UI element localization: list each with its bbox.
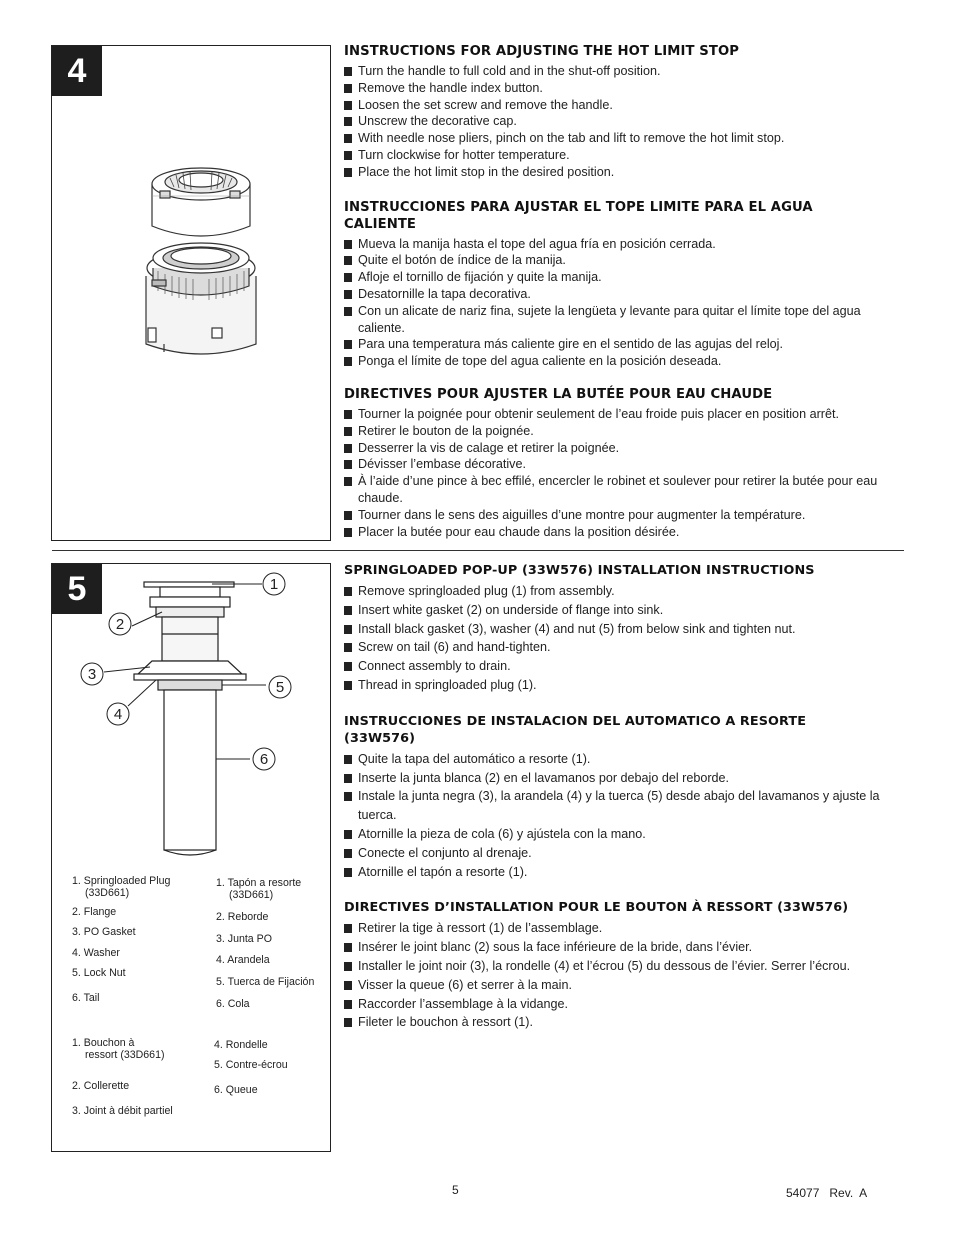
instruction-item: Atornille el tapón a resorte (1). bbox=[344, 863, 904, 882]
section-title: SPRINGLOADED POP-UP (33W576) INSTALLATION INSTRUCTIONS bbox=[344, 563, 815, 578]
instruction-item: Quite la tapa del automático a resorte (1). bbox=[344, 750, 904, 769]
legend-item: 6. Tail bbox=[72, 992, 100, 1004]
legend-item: 2. Collerette bbox=[72, 1080, 130, 1092]
step-4-panel bbox=[51, 45, 331, 541]
instruction-item: Ponga el límite de tope del agua caliente en la posición deseada. bbox=[344, 353, 904, 370]
step-5-panel bbox=[51, 563, 331, 1152]
section-title: DIRECTIVES D’INSTALLATION POUR LE BOUTON À RESSORT (33W576) bbox=[344, 900, 849, 916]
callout-6: 6 bbox=[259, 751, 269, 768]
step-5-english bbox=[344, 562, 904, 695]
instruction-list bbox=[344, 406, 904, 540]
legend-item: 6. Cola bbox=[216, 998, 250, 1010]
instruction-item: Tourner dans le sens des aiguilles d’une montre pour augmenter la température. bbox=[344, 507, 904, 524]
step-5-text bbox=[344, 562, 904, 1051]
instruction-item: Remove springloaded plug (1) from assembly. bbox=[344, 582, 904, 601]
instruction-item: Insérer le joint blanc (2) sous la face inférieure de la bride, dans l’évier. bbox=[344, 938, 904, 957]
instruction-item: Retirer la tige à ressort (1) de l’assemblage. bbox=[344, 919, 904, 938]
washer bbox=[134, 674, 246, 680]
po-gasket bbox=[138, 661, 242, 674]
legend-item: 1. Tapón a resorte (33D661) bbox=[216, 877, 302, 901]
instruction-item: Instale la junta negra (3), la arandela (4) y la tuerca (5) desde abajo del lavamanos y ajuste la tuerca. bbox=[344, 787, 904, 825]
instruction-item: Screw on tail (6) and hand-tighten. bbox=[344, 638, 904, 657]
legend-item: 4. Washer bbox=[72, 947, 120, 959]
legend-item: 2. Flange bbox=[72, 906, 117, 918]
instruction-item: Fileter le bouchon à ressort (1). bbox=[344, 1013, 904, 1032]
instruction-item: Quite el botón de índice de la manija. bbox=[344, 252, 904, 269]
callout-5: 5 bbox=[275, 679, 285, 696]
instruction-item: Dévisser l’embase décorative. bbox=[344, 456, 904, 473]
instruction-item: Tourner la poignée pour obtenir seulement de l’eau froide puis placer en position arrêt. bbox=[344, 406, 904, 423]
cartridge-part bbox=[146, 243, 256, 354]
instruction-item: Unscrew the decorative cap. bbox=[344, 113, 904, 130]
instruction-list bbox=[344, 919, 904, 1032]
instruction-list bbox=[344, 236, 904, 370]
legend-item: 3. Junta PO bbox=[216, 933, 272, 945]
instruction-item: Installer le joint noir (3), la rondelle (4) et l’écrou (5) du dessous de l’évier. Serrer l’écrou. bbox=[344, 957, 904, 976]
callout-2: 2 bbox=[115, 616, 125, 633]
hot-limit-stop-illustration bbox=[52, 46, 330, 540]
instruction-item: Atornille la pieza de cola (6) y ajústela con la mano. bbox=[344, 825, 904, 844]
step-5-french bbox=[344, 899, 904, 1032]
step-4-spanish bbox=[344, 199, 904, 370]
step-5-spanish bbox=[344, 713, 904, 882]
legend-item: 1. Bouchon à ressort (33D661) bbox=[72, 1037, 165, 1061]
instruction-item: Remove the handle index button. bbox=[344, 80, 904, 97]
section-divider bbox=[52, 550, 904, 551]
flange-body bbox=[162, 617, 218, 661]
section-title: INSTRUCCIONES PARA AJUSTAR EL TOPE LIMITE PARA EL AGUA CALIENTE bbox=[344, 199, 813, 232]
legend-item: 4. Arandela bbox=[216, 954, 270, 966]
legend-item: 3. PO Gasket bbox=[72, 926, 136, 938]
instruction-item: Inserte la junta blanca (2) en el lavamanos por debajo del reborde. bbox=[344, 769, 904, 788]
step-5-number: 5 bbox=[52, 564, 102, 614]
callout-3: 3 bbox=[87, 666, 97, 683]
step-4-english bbox=[344, 43, 904, 181]
instruction-item: Desserrer la vis de calage et retirer la poignée. bbox=[344, 440, 904, 457]
document-number: 54077 Rev. A bbox=[786, 1186, 868, 1200]
callout-1: 1 bbox=[269, 576, 279, 593]
callout-4: 4 bbox=[113, 706, 123, 723]
legend-item: 4. Rondelle bbox=[214, 1039, 268, 1051]
legend-item: 6. Queue bbox=[214, 1084, 258, 1096]
instruction-item: Raccorder l’assemblage à la vidange. bbox=[344, 995, 904, 1014]
instruction-list bbox=[344, 63, 904, 181]
legend-item: 3. Joint à débit partiel bbox=[72, 1105, 173, 1117]
instruction-item: Turn clockwise for hotter temperature. bbox=[344, 147, 904, 164]
instruction-item: Loosen the set screw and remove the handle. bbox=[344, 97, 904, 114]
legend-item: 5. Contre-écrou bbox=[214, 1059, 288, 1071]
instruction-item: Desatornille la tapa decorativa. bbox=[344, 286, 904, 303]
instruction-item: À l’aide d’une pince à bec effilé, encercler le robinet et soulever pour retirer la butée pour eau chaude. bbox=[344, 473, 904, 507]
instruction-item: Placer la butée pour eau chaude dans la position désirée. bbox=[344, 524, 904, 541]
instruction-item: Install black gasket (3), washer (4) and nut (5) from below sink and tighten nut. bbox=[344, 620, 904, 639]
step-4-text bbox=[344, 43, 904, 559]
lock-nut bbox=[158, 680, 222, 690]
page-number: 5 bbox=[452, 1183, 459, 1197]
instruction-item: Insert white gasket (2) on underside of flange into sink. bbox=[344, 601, 904, 620]
legend-item: 1. Springloaded Plug (33D661) bbox=[72, 875, 171, 899]
pop-up-drain-diagram bbox=[52, 564, 330, 874]
step-4-number: 4 bbox=[52, 46, 102, 96]
legend-item: 5. Tuerca de Fijación bbox=[216, 976, 315, 988]
instruction-item: Conecte el conjunto al drenaje. bbox=[344, 844, 904, 863]
instruction-item: Retirer le bouton de la poignée. bbox=[344, 423, 904, 440]
section-title: INSTRUCTIONS FOR ADJUSTING THE HOT LIMIT STOP bbox=[344, 44, 740, 59]
tail bbox=[164, 690, 216, 850]
instruction-item: Para una temperatura más caliente gire en el sentido de las agujas del reloj. bbox=[344, 336, 904, 353]
instruction-item: Mueva la manija hasta el tope del agua fría en posición cerrada. bbox=[344, 236, 904, 253]
section-title: DIRECTIVES POUR AJUSTER LA BUTÉE POUR EAU CHAUDE bbox=[344, 386, 773, 402]
instruction-list bbox=[344, 582, 904, 695]
legend-item: 5. Lock Nut bbox=[72, 967, 126, 979]
instruction-item: Place the hot limit stop in the desired position. bbox=[344, 164, 904, 181]
instruction-item: Thread in springloaded plug (1). bbox=[344, 676, 904, 695]
instruction-item: Connect assembly to drain. bbox=[344, 657, 904, 676]
instruction-item: Con un alicate de nariz fina, sujete la lengüeta y levante para quitar el límite tope del agua caliente. bbox=[344, 303, 904, 337]
legend-item: 2. Reborde bbox=[216, 911, 269, 923]
step-4-french bbox=[344, 386, 904, 540]
hot-limit-stop-part bbox=[152, 168, 250, 236]
section-title: INSTRUCCIONES DE INSTALACION DEL AUTOMATICO A RESORTE (33W576) bbox=[344, 713, 807, 746]
instruction-item: Turn the handle to full cold and in the shut-off position. bbox=[344, 63, 904, 80]
flange bbox=[150, 597, 230, 607]
instruction-item: With needle nose pliers, pinch on the tab and lift to remove the hot limit stop. bbox=[344, 130, 904, 147]
instruction-item: Afloje el tornillo de fijación y quite la manija. bbox=[344, 269, 904, 286]
instruction-item: Visser la queue (6) et serrer à la main. bbox=[344, 976, 904, 995]
instruction-list bbox=[344, 750, 904, 882]
